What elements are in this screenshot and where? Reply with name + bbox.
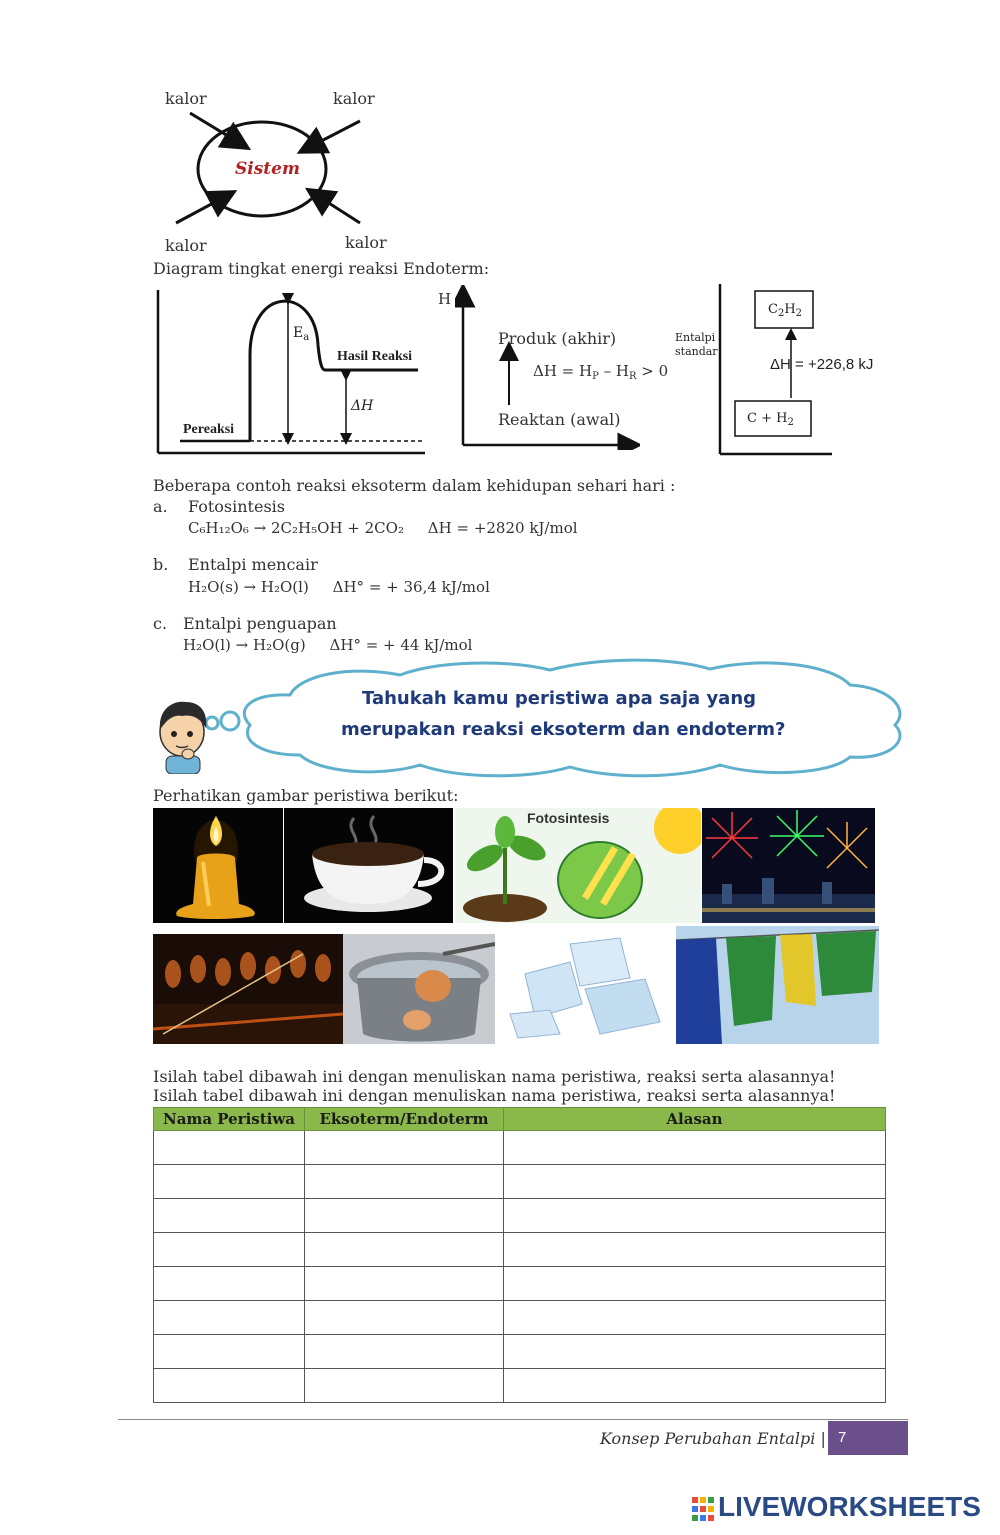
kalor-label-top-right: kalor [333, 89, 375, 108]
c-h2-label: $C + H_2$ [747, 411, 794, 428]
liveworksheets-logo-icon [692, 1497, 716, 1523]
liveworksheets-brand: LIVEWORKSHEETS [718, 1491, 981, 1522]
cell-nama-peristiwa[interactable] [154, 1233, 305, 1267]
kalor-label-top-left: kalor [165, 89, 207, 108]
kalor-label-bottom-left: kalor [165, 236, 207, 255]
reaktan-label: Reaktan (awal) [498, 410, 621, 429]
footer-title: Konsep Perubahan Entalpi | [600, 1429, 826, 1448]
table-row [154, 1233, 886, 1267]
example-b-marker: b. [153, 555, 169, 574]
laundry-photo [676, 926, 879, 1044]
example-c-equation: H₂O(l) → H₂O(g) ΔH° = + 44 kJ/mol [183, 636, 473, 654]
cell-alasan[interactable] [504, 1233, 886, 1267]
example-b-title: Entalpi mencair [188, 555, 318, 574]
pereaksi-label: Pereaksi [183, 422, 235, 437]
table-row [154, 1267, 886, 1301]
header-alasan: Alasan [504, 1108, 886, 1131]
cell-eksoterm-endoterm[interactable] [305, 1233, 504, 1267]
ice-cubes-photo [500, 934, 673, 1044]
cell-eksoterm-endoterm[interactable] [305, 1369, 504, 1403]
cloud-line-1: Tahukah kamu peristiwa apa saja yang [362, 688, 757, 709]
entalpi-label: Entalpi [675, 331, 716, 344]
endo-heading: Diagram tingkat energi reaksi Endoterm: [153, 259, 490, 278]
table-body [154, 1131, 886, 1403]
cell-eksoterm-endoterm[interactable] [305, 1335, 504, 1369]
table-row [154, 1165, 886, 1199]
produk-label: Produk (akhir) [498, 329, 617, 348]
table-row [154, 1335, 886, 1369]
cell-alasan[interactable] [504, 1199, 886, 1233]
example-a-title: Fotosintesis [188, 497, 285, 516]
delta-h-value: ΔH = +226,8 kJ [770, 356, 874, 373]
cell-alasan[interactable] [504, 1165, 886, 1199]
cell-alasan[interactable] [504, 1131, 886, 1165]
delta-h-label: ΔH [351, 398, 374, 414]
cell-nama-peristiwa[interactable] [154, 1165, 305, 1199]
hasil-reaksi-label: Hasil Reaksi [337, 349, 413, 364]
example-b-equation: H₂O(s) → H₂O(l) ΔH° = + 36,4 kJ/mol [188, 578, 490, 596]
standar-label: standar [675, 345, 718, 358]
cell-alasan[interactable] [504, 1301, 886, 1335]
answer-table [153, 1107, 886, 1403]
instruction-line-1: Isilah tabel dibawah ini dengan menuliskan nama peristiwa, reaksi serta alasannya! [153, 1067, 836, 1086]
boy-thinking-icon [152, 700, 214, 774]
cell-nama-peristiwa[interactable] [154, 1199, 305, 1233]
example-a-marker: a. [153, 497, 168, 516]
photosynthesis-caption: Fotosintesis [527, 810, 610, 826]
candle-photo [153, 808, 283, 923]
photos-heading: Perhatikan gambar peristiwa berikut: [153, 786, 459, 805]
footer-divider [118, 1419, 908, 1420]
thought-cloud [150, 655, 910, 780]
sistem-label: Sistem [235, 159, 300, 179]
cell-eksoterm-endoterm[interactable] [305, 1199, 504, 1233]
cell-eksoterm-endoterm[interactable] [305, 1267, 504, 1301]
table-header-row [154, 1108, 886, 1131]
header-eksoterm-endoterm: Eksoterm/Endoterm [305, 1108, 504, 1131]
kalor-label-bottom-right: kalor [345, 233, 387, 252]
h-axis-label: H [438, 290, 452, 308]
cell-nama-peristiwa[interactable] [154, 1301, 305, 1335]
cell-eksoterm-endoterm[interactable] [305, 1131, 504, 1165]
examples-heading: Beberapa contoh reaksi eksoterm dalam kehidupan sehari hari : [153, 476, 676, 495]
cell-alasan[interactable] [504, 1267, 886, 1301]
example-c-title: Entalpi penguapan [183, 614, 337, 633]
table-row [154, 1301, 886, 1335]
table-row [154, 1131, 886, 1165]
ea-label: $E_a$ [293, 325, 310, 343]
c2h2-label: $C_2H_2$ [768, 302, 803, 319]
cell-nama-peristiwa[interactable] [154, 1131, 305, 1165]
fireworks-photo [702, 808, 875, 923]
page-number: 7 [828, 1421, 908, 1455]
satay-photo [153, 934, 343, 1044]
boiling-egg-photo [343, 934, 495, 1044]
cell-nama-peristiwa[interactable] [154, 1335, 305, 1369]
table-row [154, 1199, 886, 1233]
cell-alasan[interactable] [504, 1369, 886, 1403]
cell-nama-peristiwa[interactable] [154, 1267, 305, 1301]
table-row [154, 1369, 886, 1403]
delta-h-equation: $\Delta H = H_P - H_R > 0$ [533, 362, 669, 382]
cell-alasan[interactable] [504, 1335, 886, 1369]
example-c-marker: c. [153, 614, 168, 633]
header-nama-peristiwa: Nama Peristiwa [154, 1108, 305, 1131]
cell-eksoterm-endoterm[interactable] [305, 1165, 504, 1199]
coffee-photo [284, 808, 453, 923]
photosynthesis-photo [455, 808, 701, 923]
cell-eksoterm-endoterm[interactable] [305, 1301, 504, 1335]
example-a-equation: C₆H₁₂O₆ → 2C₂H₅OH + 2CO₂ ΔH = +2820 kJ/mol [188, 519, 578, 537]
cloud-line-2: merupakan reaksi eksoterm dan endoterm? [341, 719, 786, 740]
instruction-line-2: Isilah tabel dibawah ini dengan menuliskan nama peristiwa, reaksi serta alasannya! [153, 1086, 836, 1105]
cell-nama-peristiwa[interactable] [154, 1369, 305, 1403]
